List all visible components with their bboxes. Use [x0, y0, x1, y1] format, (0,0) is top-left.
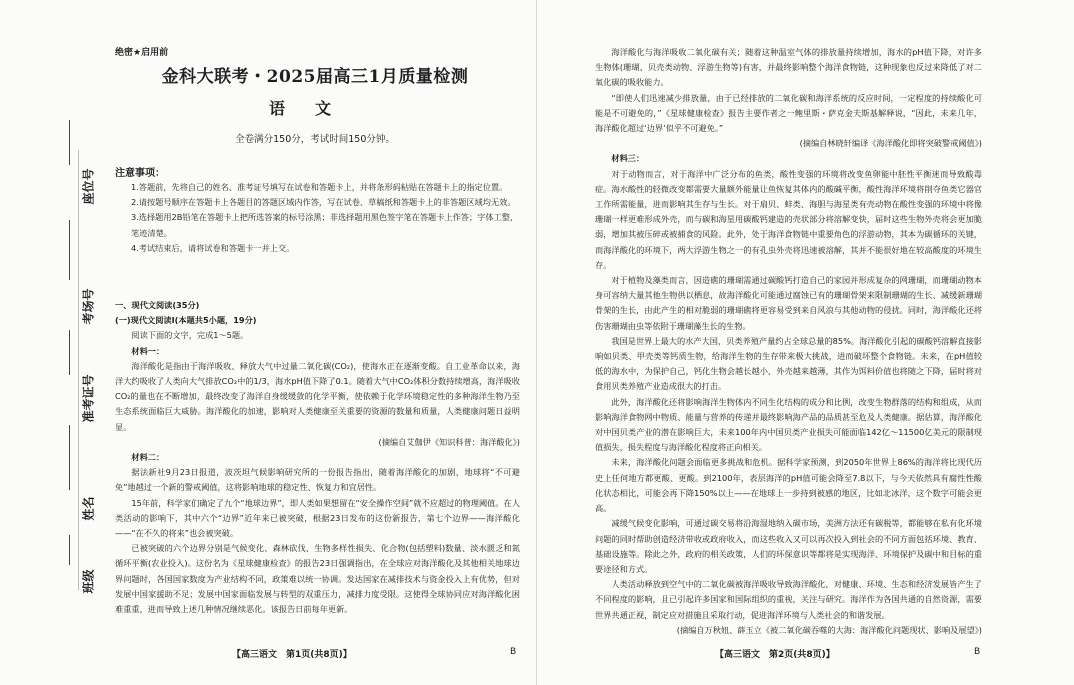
material-2-title: 材料二：: [131, 452, 165, 463]
note-item: 1.答题前，先将自己的姓名、准考证号填写在试卷和答题卡上，并将条形码粘贴在答题卡上的指定位置。: [131, 182, 508, 192]
binding-dashed-line: [78, 150, 79, 590]
material-2-p3: 已被突破的六个边界分别是气候变化、森林砍伐、生物多样性损失、化合物(包括塑料)数量、淡水匮乏和氮循环平衡(农业投入)。这份名为《星球健康检查》的报告23日强调指出，在全球应对海洋酸化及其他相关地球边界问题时，各国国家数度为产业结构不同，政策难以统一协调。发达国家在减排技术与资金投入上有优势，但对发展中国家援助不足；发展中国家面临发展与转型的双重压力，减排力度受限。这使得全球协同应对海洋酸化困难重重，进而导致上述几种情况继续恶化。该报告日前每年更新。: [115, 543, 520, 615]
seat-label: 座位号: [81, 168, 96, 205]
score-time-line: 全卷满分150分，考试时间150分钟。: [235, 134, 395, 145]
material-3-p7: 人类活动释放到空气中的二氧化碳被海洋吸收导致海洋酸化，对健康、环境、生态和经济发展皆产生了不同程度的影响，且已引起许多国家和国际组织的重视，关注与研究。海洋作为各国共通的自然资源，需要世界共通正视，制定应对措施且采取行动，促进海洋环境与人类社会的和谐发展。: [595, 579, 982, 620]
material-3-p5: 未来，海洋酸化问题会面临更多挑战和危机。据科学家预测，到2050年世界上86%的海洋将比现代历史上任何地方都更酸、更酸。到2100年，表层海洋的pH值可能会降至7.8以下，与今天依然具有腐性性酸化状态相比，可能会再下降150%以上——在地球上一步持到被感的地区，比如北冰洋，这个数字可能会更高。: [595, 457, 982, 514]
exam-title: 金科大联考・2025届高三1月质量检测: [161, 67, 469, 87]
name-line: [69, 470, 70, 490]
name-label: 姓名: [81, 496, 96, 521]
version-mark-right: B: [974, 647, 981, 657]
material-2-p2: 15年前，科学家们确定了九个“地球边界”，即人类如果想留在“安全操作空间”就不应超过的物理阈值。在人类活动的影响下，其中六个“边界”近年来已被突破，根据23日发布的这份新报告，第七个边界——海洋酸化——“在不久的将来”也会被突破。: [115, 497, 520, 539]
admission-line-2: [69, 425, 70, 470]
exam-no-line: [69, 220, 70, 280]
version-mark-left: B: [510, 647, 517, 657]
seat-line: [69, 120, 70, 165]
secret-label: 绝密★启用前: [115, 48, 169, 58]
class-line: [69, 535, 70, 565]
admission-label: 准考证号: [81, 374, 96, 423]
section-title: 一、现代文阅读(35分): [115, 300, 200, 310]
material-3-p3: 我国是世界上最大的水产大国，贝类养殖产量约占全球总量的85%。海洋酸化引起的碳酸钙溶解直接影响如贝类、甲壳类等钙质生物，给海洋生物的生存带来极大挑战，进而破坏整个食物链。未来，在pH值较低的海水中，为保护自己，钙化生物会越长越小、外壳越来越薄，其作为饵料价值也将随之下降，届时将对食用贝类养殖产业造成很大的打击。: [595, 335, 982, 392]
material-3-p4: 此外，海洋酸化还将影响海洋生物体内不同生化结构的成分和比例，改变生物群落的结构和组成，从而影响海洋食物网中物质、能量与营养的传递并最终影响海产品的品质甚至危及人类健康。据估算，海洋酸化对中国贝类产业的潜在影响巨大，未来100年内中国贝类产业损失可能面临142亿～11500亿美元的限制现值损失，损失程度与海洋酸化程度将正向相关。: [595, 396, 982, 453]
material-2-p4: 海洋酸化与海洋吸收二氧化碳有关；随着这种温室气体的排放量持续增加，海水的pH值下降，对许多生物体(珊瑚、贝壳类动物、浮游生物等)有害，并最终影响整个海洋食物链，这种现象也反过来降低了对二氧化碳的吸收能力。: [595, 47, 982, 88]
notes-list: [131, 180, 521, 256]
notes-title: 注意事项：: [115, 168, 165, 179]
class-label: 班级: [81, 569, 96, 594]
reading-section: [115, 298, 520, 617]
binding-margin: [0, 0, 95, 685]
right-page: [537, 0, 1074, 685]
material-2-source: (摘编自林晓轩编译《海洋酸化即将突破警戒阈值》): [799, 138, 982, 149]
note-item: 3.选择题用2B铅笔在答题卡上把所选答案的标号涂黑；非选择题用黑色签字笔在答题卡上作答；字体工整，笔迹清楚。: [131, 212, 519, 238]
instruction: 阅读下面的文字，完成1～5题。: [131, 330, 249, 341]
material-3-p1: 对于动物而言，对于海洋中广泛分布的鱼类，酸性变强的环境将改变鱼卵能中胚性平衡迷而导致酸毒症。海水酸性的轻微改变都需要大量额外能量让鱼恢复其体内的酸碱平衡，酸性海洋环境将削夺鱼类它器官工作所需能量，进而影响其生存与生长。对于扇贝、蚌类、海胆与海星类有壳动物在酸性变强的环境中将像珊瑚一样更难形成外壳，而与碳和海星用碳酸钙建造的壳状部分将溶解变快，届时这些生物外壳将会更加脆弱，增加其被压碎或被捕食的风险。此外，处于海洋食物链中重要角色的浮游动物，其本为碳循环的关键，而海洋酸化的环境下，两大浮游生物之一的有孔虫外壳将迅速被溶解，其并不能很好地在较高酸度的环境生存。: [595, 168, 982, 270]
material-1-text: 海洋酸化是指由于海洋吸收、释放大气中过量二氧化碳(CO₂)，使海水正在逐渐变酸。自工业革命以来，海洋大约吸收了人类向大气排放CO₂中的1/3，海水pH值下降了0.1。随着大气中CO₂体积分数持续增高，海洋吸收CO₂的量也在不断增加，最终改变了海洋自身缓缓敛的化学平衡，使依赖于化学环境稳定性的多种海洋生物乃至生态系统面临巨大威胁。海洋酸化的加速，影响对人类健康至关重要的资源的数量和质量，人类健康问题日益明显。: [115, 360, 520, 432]
subsection-title: (一)现代文阅读Ⅰ(本题共5小题，19分): [115, 315, 257, 326]
right-text: [595, 45, 982, 638]
material-1-source: (摘编自艾伽伊《知识科普：海洋酸化》): [378, 436, 520, 447]
material-2-p1: 据法新社9月23日报道，波茨坦气候影响研究所的一份报告指出，随着海洋酸化的加剧，地球将“不可避免”地越过一个新的警戒阈值，这将影响地球的稳定性、恢复力和宜居性。: [115, 467, 520, 493]
material-3-p6: 减缓气候变化影响，可通过碳交易将沿海湿地纳入碳市场，美洲方法还有碳税等，都能够在私有化环境问题的同时帮助创造经济带收或政府收入，而这些收入又可以再次投入到社会的不同方面包括环境、教育、基础设施等。除此之外，政府的相关政策，人们的环保意识等都将是实现海洋、环境保护及碳中和目标的重要途径和方式。: [595, 518, 982, 574]
material-3-source: (摘编自万秋妞、薛玉立《被二氧化碳吞噬的大海：海洋酸化问题现状、影响及展望》): [676, 624, 982, 635]
material-1-title: 材料一：: [131, 345, 165, 356]
material-3-title: 材料三：: [611, 153, 645, 164]
footer-left: 【高三语文 第1页(共8页)】: [232, 650, 352, 660]
material-3-p2: 对于植物及藻类而言，因造礁的珊瑚需通过碳酸钙打造自己的家园并形成复杂的网珊瑚，而珊瑚动物本身可容纳大量其他生物供以栖息，故海洋酸化可能通过腐蚀已有的珊瑚骨架来限制珊瑚的生长、减缓新珊瑚骨架的生长，由此产生的相对脆弱的珊瑚礁将更容易受到来自风浪与其他动物的侵扰。同时，海洋酸化还将伤害珊瑚由虫等依附于珊瑚藻生长的生物。: [595, 275, 982, 331]
subject-title: 语文: [268, 99, 361, 118]
admission-line: [69, 330, 70, 375]
material-2-p5: “即使人们迅速减少排放量，由于已经排放的二氧化碳和海洋系统的反应时间，一定程度的持续酸化可能是不可避免的，”《星球健康检查》报告主要作者之一鲍里斯・萨克金夫斯基解释说，“因此，未来几年，海洋酸化超过‘边界’似乎不可避免。”: [595, 92, 982, 134]
note-item: 4.考试结束后，请将试卷和答题卡一并上交。: [131, 242, 295, 253]
exam-no-label: 考场号: [81, 288, 96, 325]
footer-right: 【高三语文 第2页(共8页)】: [715, 650, 835, 660]
note-item: 2.请按题号顺序在答题卡上各题目的答题区域内作答，写在试卷、草稿纸和答题卡上的非答题区域均无效。: [131, 197, 516, 208]
